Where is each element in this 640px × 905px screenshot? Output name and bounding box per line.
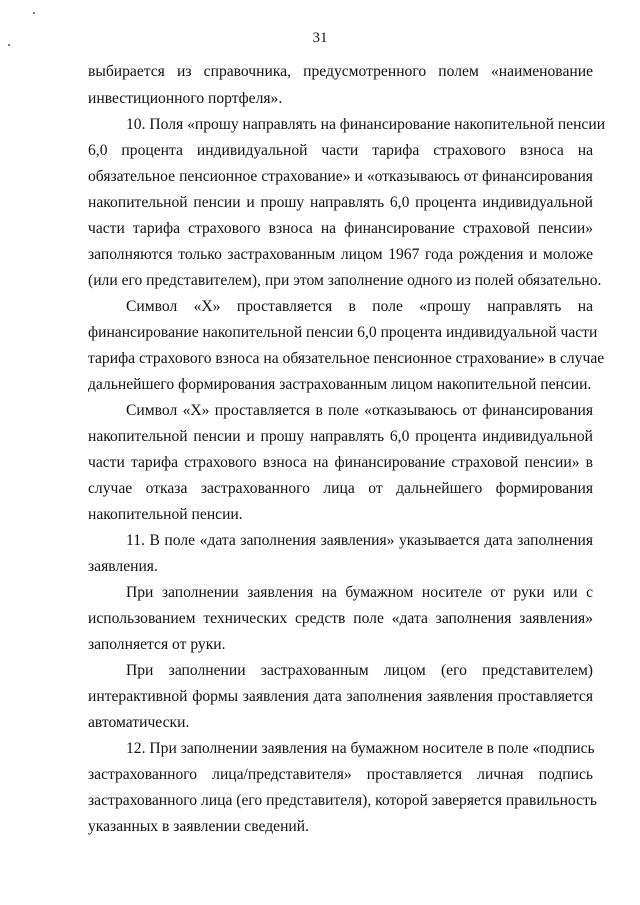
scan-artifact	[33, 12, 35, 14]
text-line: заполняются только застрахованным лицом 1967 года рождения и моложе	[88, 246, 593, 263]
text-line: интерактивной формы заявления дата заполнения заявления проставляется	[88, 688, 593, 705]
text-line: Символ «Х» проставляется в поле «прошу направлять на	[126, 298, 593, 315]
text-line: накопительной пенсии.	[88, 506, 243, 523]
text-line: заявления.	[88, 558, 158, 575]
text-line: застрахованного лица/представителя» проставляется личная подпись	[88, 766, 593, 783]
text-line: накопительной пенсии и прошу направлять 6,0 процента индивидуальной	[88, 428, 593, 445]
page-number: 31	[312, 30, 328, 46]
text-line: При заполнении заявления на бумажном носителе от руки или с	[126, 584, 593, 601]
text-line: указанных в заявлении сведений.	[88, 818, 310, 835]
text-line: При заполнении застрахованным лицом (его представителем)	[126, 662, 593, 679]
text-line: выбирается из справочника, предусмотренного полем «наименование	[88, 63, 593, 80]
text-line: тарифа страхового взноса на обязательное пенсионное страхование» в случае	[88, 350, 605, 367]
text-line: 10. Поля «прошу направлять на финансирование накопительной пенсии	[126, 116, 606, 133]
text-line: Символ «Х» проставляется в поле «отказываюсь от финансирования	[126, 402, 593, 419]
text-line: использованием технических средств поле «дата заполнения заявления»	[88, 610, 593, 627]
text-line: (или его представителем), при этом заполнение одного из полей обязательно.	[88, 272, 602, 289]
text-line: автоматически.	[88, 714, 190, 731]
text-line: случае отказа застрахованного лица от дальнейшего формирования	[88, 480, 593, 497]
text-line: части тарифа страхового взноса на финансирование страховой пенсии»	[88, 220, 593, 237]
text-line: дальнейшего формирования застрахованным лицом накопительной пенсии.	[88, 376, 592, 393]
text-line: 12. При заполнении заявления на бумажном носителе в поле «подпись	[126, 740, 595, 757]
text-line: 6,0 процента индивидуальной части тарифа страхового взноса на	[88, 142, 593, 159]
text-line: 11. В поле «дата заполнения заявления» указывается дата заполнения	[126, 532, 593, 549]
text-line: части тарифа страхового взноса на финансирование страховой пенсии» в	[88, 454, 593, 471]
text-line: накопительной пенсии и прошу направлять 6,0 процента индивидуальной	[88, 194, 593, 211]
text-line: обязательное пенсионное страхование» и «отказываюсь от финансирования	[88, 168, 593, 185]
text-line: заполняется от руки.	[88, 636, 226, 653]
text-line: инвестиционного портфеля».	[88, 90, 283, 107]
text-line: застрахованного лица (его представителя), которой заверяется правильность	[88, 792, 597, 809]
text-line: финансирование накопительной пенсии 6,0 процента индивидуальной части	[88, 324, 598, 341]
